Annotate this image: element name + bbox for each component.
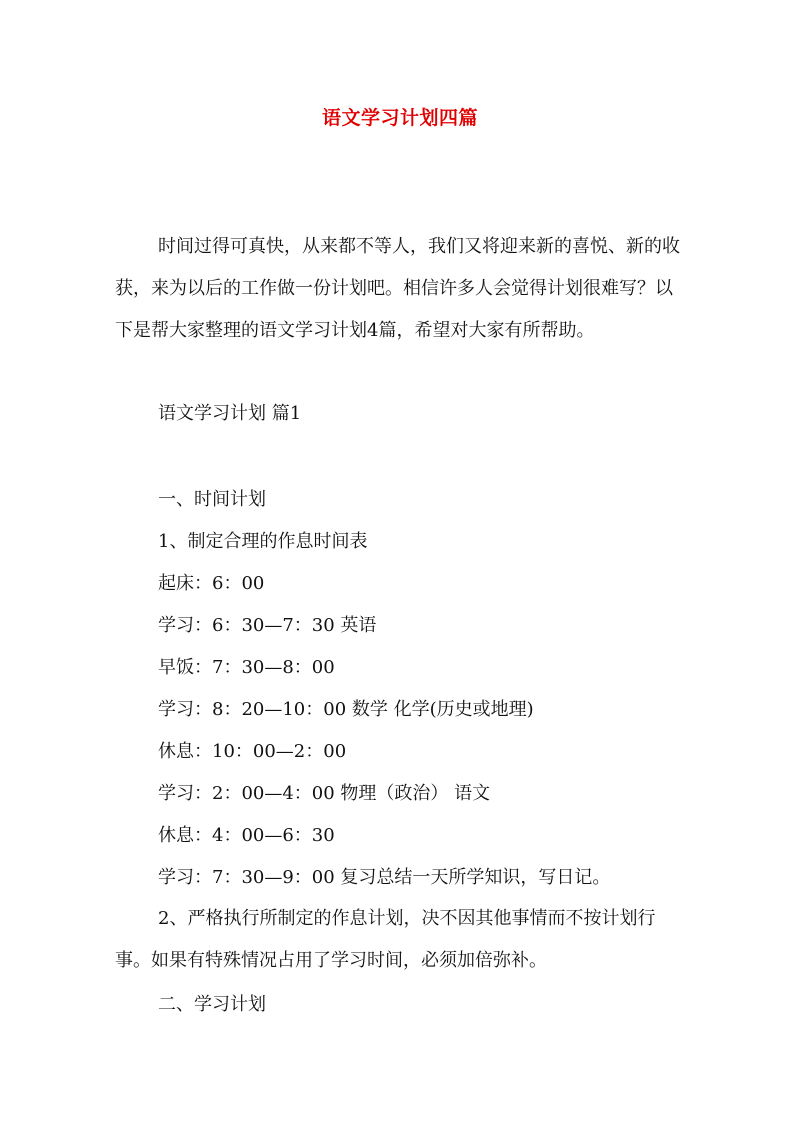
schedule-line: 学习：8：20—10：00 数学 化学(历史或地理) bbox=[158, 699, 534, 720]
schedule-line: 学习：7：30—9：00 复习总结一天所学知识，写日记。 bbox=[158, 867, 611, 888]
schedule-line: 早饭：7：30—8：00 bbox=[158, 657, 335, 678]
part-two-heading: 二、学习计划 bbox=[158, 994, 266, 1015]
schedule-line: 学习：6：30—7：30 英语 bbox=[158, 615, 377, 636]
document-title: 语文学习计划四篇 bbox=[321, 107, 478, 129]
item-one-heading: 1、制定合理的作息时间表 bbox=[158, 531, 368, 552]
schedule-line: 休息：10：00—2：00 bbox=[158, 741, 347, 762]
section-heading: 语文学习计划 篇1 bbox=[158, 403, 302, 424]
schedule-line: 休息：4：00—6：30 bbox=[158, 825, 335, 846]
schedule-line: 起床：6：00 bbox=[158, 573, 265, 594]
item-two-paragraph: 2、严格执行所制定的作息计划，决不因其他事情而不按计划行事。如果有特殊情况占用了学习时间，必须加倍弥补。 bbox=[115, 908, 656, 971]
schedule-line: 学习：2：00—4：00 物理（政治） 语文 bbox=[158, 783, 491, 804]
intro-paragraph: 时间过得可真快，从来都不等人，我们又将迎来新的喜悦、新的收获，来为以后的工作做一份计划吧。相信许多人会觉得计划很难写？以下是帮大家整理的语文学习计划4篇，希望对大家有所帮助。 bbox=[115, 236, 680, 341]
part-one-heading: 一、时间计划 bbox=[158, 489, 266, 510]
